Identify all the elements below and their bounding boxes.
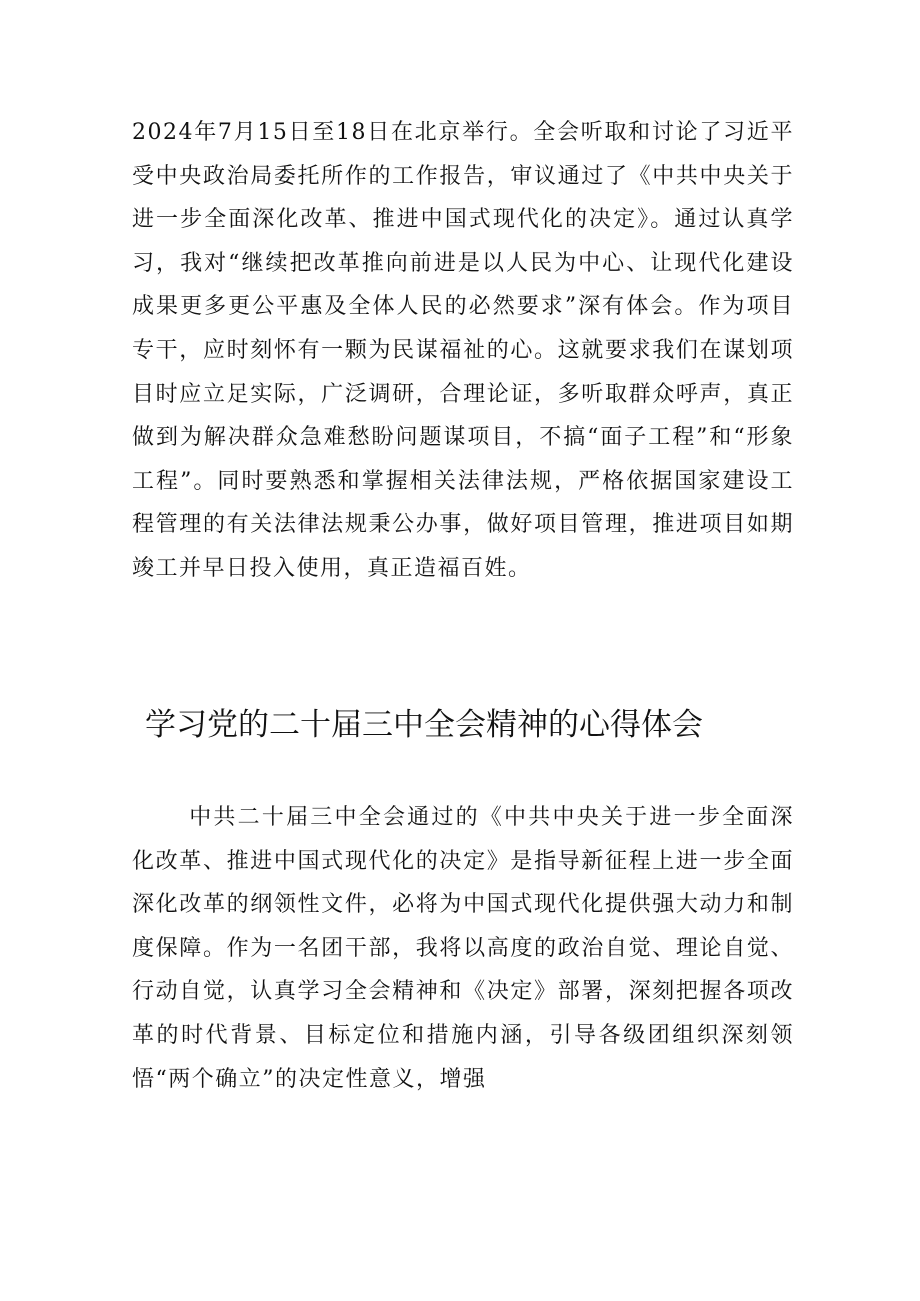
section-heading: 学习党的二十届三中全会精神的心得体会 (145, 707, 703, 743)
body-paragraph-1: 2024年7月15日至18日在北京举行。全会听取和讨论了习近平受中央政治局委托所作的工作报告，审议通过了《中共中央关于进一步全面深化改革、推进中国式现代化的决定》。通过认真学习，我对“继续把改革推向前进是以人民为中心、让现代化建设成果更多更公平惠及全体人民的必然要求”深有体会。作为项目专干，应时刻怀有一颗为民谋福祉的心。这就要求我们在谋划项目时应立足实际，广泛调研，合理论证，多听取群众呼声，真正做到为解决群众急难愁盼问题谋项目，不搞“面子工程”和“形象工程”。同时要熟悉和掌握相关法律法规，严格依据国家建设工程管理的有关法律法规秉公办事，做好项目管理，推进项目如期竣工并早日投入使用，真正造福百姓。 (132, 120, 794, 581)
body-paragraph-2: 中共二十届三中全会通过的《中共中央关于进一步全面深化改革、推进中国式现代化的决定》是指导新征程上进一步全面深化改革的纲领性文件，必将为中国式现代化提供强大动力和制度保障。作为一名团干部，我将以高度的政治自觉、理论自觉、行动自觉，认真学习全会精神和《决定》部署，深刻把握各项改革的时代背景、目标定位和措施内涵，引导各级团组织深刻领悟“两个确立”的决定性意义，增强 (132, 805, 794, 1092)
